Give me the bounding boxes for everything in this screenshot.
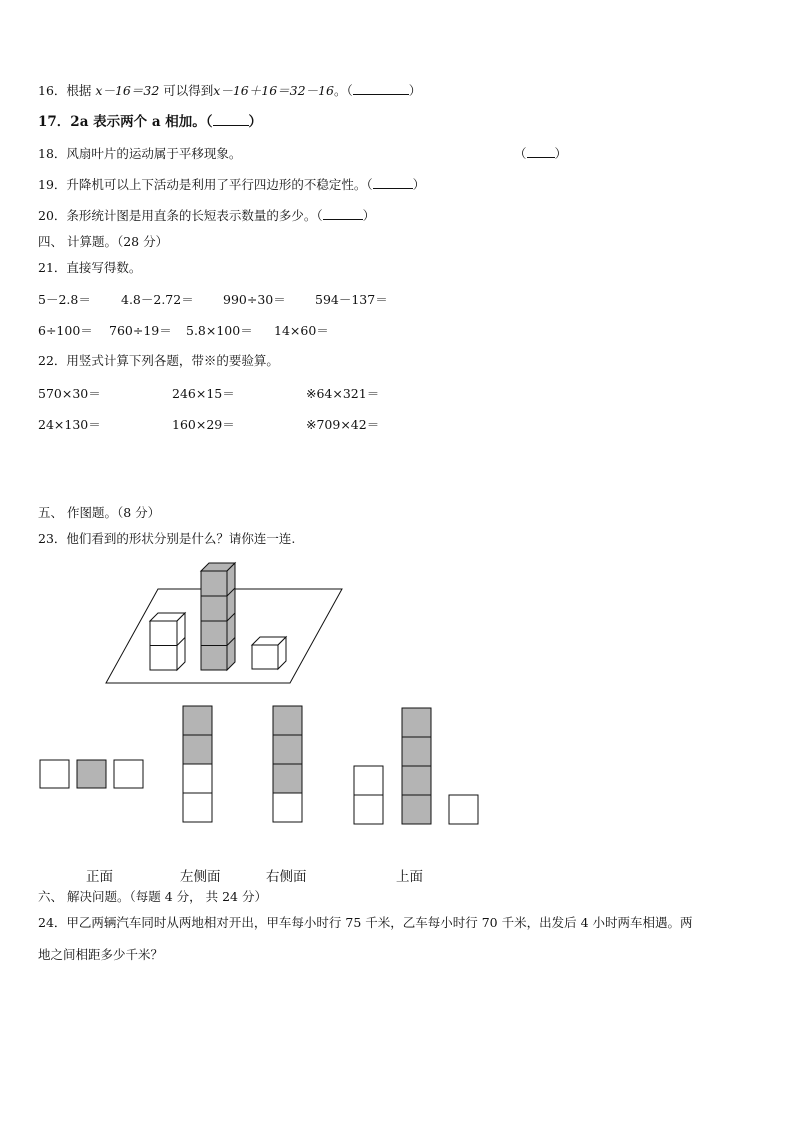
q18-open-paren: （ xyxy=(514,146,527,161)
q19-number: 19． xyxy=(38,177,67,192)
q22-expr-3: ※64×321＝ xyxy=(306,386,380,401)
view-option-3 xyxy=(273,706,302,822)
q20-close-paren: ） xyxy=(362,208,376,223)
q16-text-mid: 可以得到 xyxy=(163,83,214,98)
q21-expr-8: 14×60＝ xyxy=(274,323,329,338)
q19-text: 升降机可以上下活动是利用了平行四边形的不稳定性。（ xyxy=(66,177,373,192)
q16-equation-2: x－16＋16＝32－16 xyxy=(213,83,334,98)
right-single-cube xyxy=(252,637,286,669)
q16-number: 16． xyxy=(38,83,67,98)
q21-expr-3: 990÷30＝ xyxy=(223,292,286,307)
q22-title: 22．用竖式计算下列各题，带※的要验算。 xyxy=(38,353,279,368)
q21-title: 21．直接写得数。 xyxy=(38,260,142,275)
q16-close-paren: ） xyxy=(408,83,422,98)
q21-expr-1: 5－2.8＝ xyxy=(38,292,91,307)
left-cube-stack xyxy=(150,613,185,670)
q21-expr-7: 5.8×100＝ xyxy=(186,323,253,338)
view-label-top[interactable]: 上面 xyxy=(396,869,423,885)
q20-text: 条形统计图是用直条的长短表示数量的多少。（ xyxy=(66,208,323,223)
q22-expr-2: 246×15＝ xyxy=(172,386,235,401)
q16-text-pre: 根据 xyxy=(66,83,92,98)
section-6-title: 六、 解决问题。（每题 4 分， 共 24 分） xyxy=(38,889,267,904)
q16-equation-1: x－16＝32 xyxy=(95,83,160,98)
middle-cube-stack xyxy=(201,563,235,670)
view-option-1 xyxy=(40,760,143,788)
q23-title: 23．他们看到的形状分别是什么？请你连一连. xyxy=(38,531,296,546)
q18-text: 风扇叶片的运动属于平移现象。 xyxy=(66,146,242,161)
view-label-right-side[interactable]: 右侧面 xyxy=(266,869,307,885)
section-4-title: 四、 计算题。（28 分） xyxy=(38,234,169,249)
q22-expr-1: 570×30＝ xyxy=(38,386,101,401)
q18-close-paren: ） xyxy=(554,146,568,161)
q22-expr-5: 160×29＝ xyxy=(172,417,235,432)
view-option-2 xyxy=(183,706,212,822)
q19-close-paren: ） xyxy=(412,177,426,192)
q16-text-post: 。（ xyxy=(333,83,353,98)
view-option-4 xyxy=(354,708,478,824)
q17-number: 17． xyxy=(38,114,71,130)
q17-close-paren: ） xyxy=(248,114,263,130)
section-5-title: 五、 作图题。（8 分） xyxy=(38,505,161,520)
q22-expr-4: 24×130＝ xyxy=(38,417,101,432)
q21-expr-2: 4.8－2.72＝ xyxy=(121,292,194,307)
q17-text: 2a 表示两个 a 相加。（ xyxy=(70,114,213,130)
q21-expr-6: 760÷19＝ xyxy=(109,323,172,338)
q21-expr-5: 6÷100＝ xyxy=(38,323,93,338)
q24-line-2: 地之间相距多少千米？ xyxy=(38,947,164,962)
q18-number: 18． xyxy=(38,146,67,161)
q20-number: 20． xyxy=(38,208,67,223)
q22-expr-6: ※709×42＝ xyxy=(306,417,380,432)
q24-line-1: 24．甲乙两辆汽车同时从两地相对开出，甲车每小时行 75 千米，乙车每小时行 70 千米，出发后 4 小时两车相遇。两 xyxy=(38,915,693,930)
view-label-front[interactable]: 正面 xyxy=(86,869,113,885)
q21-expr-4: 594－137＝ xyxy=(315,292,388,307)
view-label-left-side[interactable]: 左侧面 xyxy=(180,869,221,885)
